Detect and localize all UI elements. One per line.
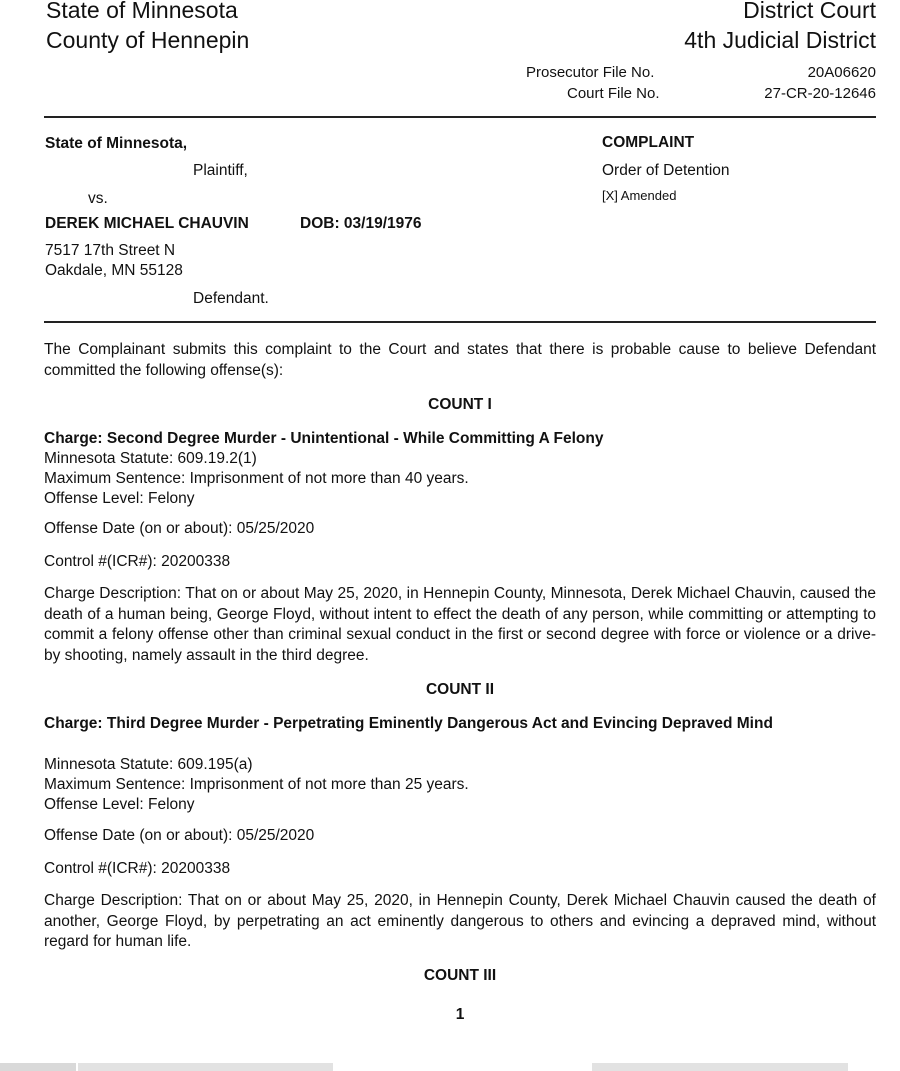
defendant-name: DEREK MICHAEL CHAUVIN: [45, 215, 249, 232]
count-2-description: Charge Description: That on or about May 25, 2020, in Hennepin County, Derek Michael Chauvin caused the death of another, George Floyd, by perpetrating an act eminently dangerous to others and evincing a depraved mind, without regard for human life.: [44, 892, 876, 950]
amended-checkbox-label: [X] Amended: [602, 188, 677, 203]
address-line-1: 7517 17th Street N: [45, 242, 176, 259]
count-1-offense-date: Offense Date (on or about): 05/25/2020: [44, 520, 315, 537]
header-court: District Court: [743, 0, 876, 23]
defendant-dob: DOB: 03/19/1976: [300, 215, 422, 232]
document-title: COMPLAINT: [602, 134, 695, 151]
court-file-value: 27-CR-20-12646: [764, 85, 876, 102]
count-2-statute: Minnesota Statute: 609.195(a): [44, 756, 253, 773]
caption-divider: [44, 321, 876, 323]
defendant-role: Defendant.: [193, 290, 269, 307]
footer-bar-mid-left: [78, 1063, 333, 1071]
prosecutor-file-value: 20A06620: [807, 64, 876, 81]
count-2-sentence: Maximum Sentence: Imprisonment of not more than 25 years.: [44, 776, 469, 793]
count-3-heading: COUNT III: [423, 967, 497, 984]
count-2-offense-date: Offense Date (on or about): 05/25/2020: [44, 827, 315, 844]
count-2-details: [44, 755, 876, 815]
header-district: 4th Judicial District: [684, 27, 876, 53]
address-line-2: Oakdale, MN 55128: [45, 262, 183, 279]
count-2-control: Control #(ICR#): 20200338: [44, 860, 231, 877]
count-1-sentence: Maximum Sentence: Imprisonment of not more than 40 years.: [44, 470, 469, 487]
prosecutor-file-label: Prosecutor File No.: [526, 64, 655, 81]
versus-label: vs.: [88, 190, 108, 207]
document-subtitle: Order of Detention: [602, 162, 730, 179]
count-1-heading: COUNT I: [428, 396, 492, 413]
count-1-statute: Minnesota Statute: 609.19.2(1): [44, 450, 257, 467]
plaintiff-role: Plaintiff,: [193, 162, 248, 179]
plaintiff-name: State of Minnesota,: [45, 135, 188, 152]
footer-bar-left: [0, 1063, 76, 1071]
page-number: 1: [455, 1006, 465, 1023]
header-divider: [44, 116, 876, 118]
count-2-charge: Charge: Third Degree Murder - Perpetrating Eminently Dangerous Act and Evincing Depraved Mind: [44, 715, 773, 732]
intro-paragraph: The Complainant submits this complaint to the Court and states that there is probable cause to believe Defendant committed the following offense(s):: [44, 341, 876, 379]
header-state: State of Minnesota: [46, 0, 238, 23]
court-file-label: Court File No.: [567, 85, 660, 102]
count-2-heading: COUNT II: [425, 681, 495, 698]
count-1-control: Control #(ICR#): 20200338: [44, 553, 231, 570]
count-2-level: Offense Level: Felony: [44, 796, 195, 813]
footer-bar-mid-right: [592, 1063, 848, 1071]
count-1-charge: Charge: Second Degree Murder - Unintentional - While Committing A Felony: [44, 430, 604, 447]
count-1-details: [44, 429, 876, 509]
count-1-description: Charge Description: That on or about May 25, 2020, in Hennepin County, Minnesota, Derek Michael Chauvin, caused the death of a human being, George Floyd, without intent to effect the death of any person, while committing or attempting to commit a felony offense other than criminal sexual conduct in the first or second degree with force or violence or a drive-by shooting, namely assault in the third degree.: [44, 585, 876, 664]
header-county: County of Hennepin: [46, 27, 250, 53]
count-1-level: Offense Level: Felony: [44, 490, 195, 507]
